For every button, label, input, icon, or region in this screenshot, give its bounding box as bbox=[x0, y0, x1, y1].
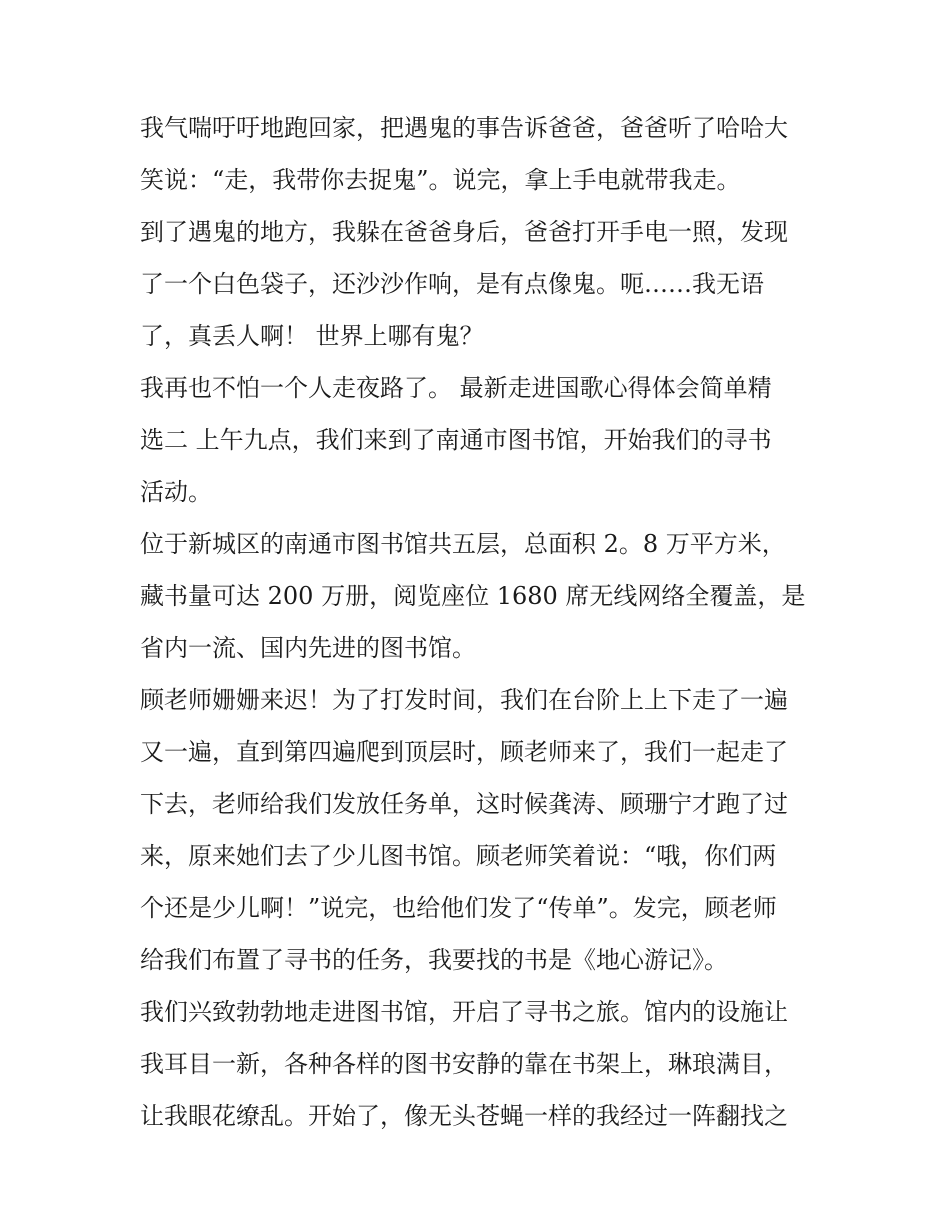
text-line: 来，原来她们去了少儿图书馆。顾老师笑着说：“哦，你们两 bbox=[140, 842, 777, 870]
text-line: 又一遍，直到第四遍爬到顶层时，顾老师来了，我们一起走了 bbox=[140, 738, 788, 766]
text-line: 下去，老师给我们发放任务单，这时候龚涛、顾珊宁才跑了过 bbox=[140, 790, 788, 818]
text-line: 我再也不怕一个人走夜路了。 最新走进国歌心得体会简单精 bbox=[140, 374, 772, 402]
text-line: 我们兴致勃勃地走进图书馆，开启了寻书之旅。馆内的设施让 bbox=[140, 998, 788, 1026]
text-line: 省内一流、国内先进的图书馆。 bbox=[140, 634, 476, 662]
text-line: 到了遇鬼的地方，我躲在爸爸身后，爸爸打开手电一照，发现 bbox=[140, 218, 788, 246]
text-line: 位于新城区的南通市图书馆共五层，总面积 2。8 万平方米， bbox=[140, 530, 786, 558]
text-line: 选二 上午九点，我们来到了南通市图书馆，开始我们的寻书 bbox=[140, 426, 772, 454]
text-line: 我气喘吁吁地跑回家，把遇鬼的事告诉爸爸，爸爸听了哈哈大 bbox=[140, 114, 788, 142]
text-line: 笑说：“走，我带你去捉鬼”。说完，拿上手电就带我走。 bbox=[140, 166, 741, 194]
text-line: 藏书量可达 200 万册，阅览座位 1680 席无线网络全覆盖，是 bbox=[140, 582, 806, 610]
text-line: 活动。 bbox=[140, 478, 212, 506]
text-line: 了一个白色袋子，还沙沙作响，是有点像鬼。呃……我无语 bbox=[140, 270, 764, 298]
text-line: 了，真丢人啊！ 世界上哪有鬼？ bbox=[140, 322, 484, 350]
text-line: 给我们布置了寻书的任务，我要找的书是《地心游记》。 bbox=[140, 946, 728, 974]
text-line: 让我眼花缭乱。开始了，像无头苍蝇一样的我经过一阵翻找之 bbox=[140, 1102, 788, 1130]
document-page bbox=[140, 114, 820, 1154]
text-line: 个还是少儿啊！”说完，也给他们发了“传单”。发完，顾老师 bbox=[140, 894, 777, 922]
text-line: 我耳目一新，各种各样的图书安静的靠在书架上，琳琅满目， bbox=[140, 1050, 788, 1078]
text-line: 顾老师姗姗来迟！为了打发时间，我们在台阶上上下走了一遍 bbox=[140, 686, 788, 714]
